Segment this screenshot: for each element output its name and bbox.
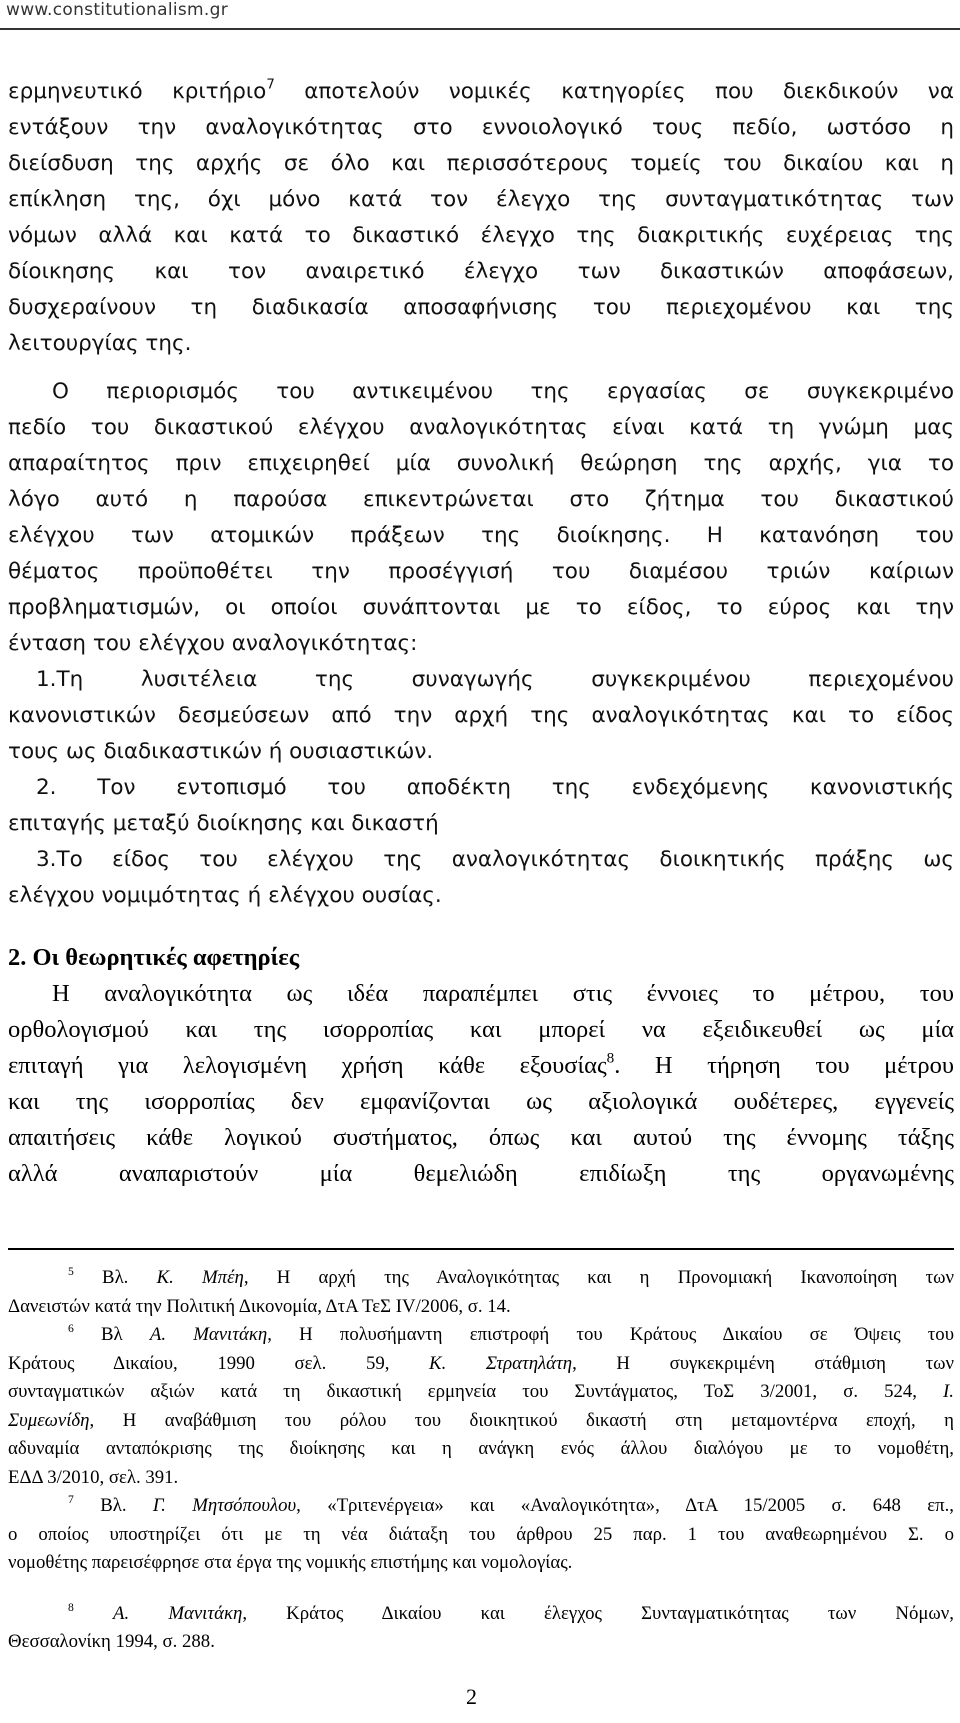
footnote-line: συνταγματικών αξιών κατά τη δικαστική ερμηνεία του Συντάγματος, ΤοΣ 3/2001, σ. 524, Ι. — [8, 1381, 954, 1402]
footnote-number: 8 — [68, 1600, 74, 1614]
footnote-line: Συμεωνίδη, Η αναβάθμιση του ρόλου του διοικητικού δικαστή στη μεταμοντέρνα εποχή, η — [8, 1409, 954, 1431]
list-item-3: 3.Το είδος του ελέγχου της αναλογικότητας διοικητικής πράξης ως — [36, 847, 954, 872]
footnote-divider — [8, 1248, 954, 1250]
footnote-line: ΕΔΔ 3/2010, σελ. 391. — [8, 1466, 179, 1488]
text-line: διείσδυση της αρχής σε όλο και περισσότερους τομείς του δικαίου και η — [8, 151, 954, 176]
footnote-7: $^7$ Βλ. Γ. Μητσόπουλου, «Τριτενέργεια» και «Αναλογικότητα», ΔτΑ 15/2005 σ. 648 επ., — [68, 1492, 954, 1516]
footnote-line: αδυναμία ανταπόκρισης της διοίκησης και η ανάγκη ενός άλλου διαλόγου με το νομοθέτη, — [8, 1438, 954, 1459]
page-number: 2 — [466, 1684, 477, 1709]
text-line: επιταγή για λελογισμένη χρήση κάθε εξουσίας$^8$. Η τήρηση του μέτρου — [8, 1049, 955, 1079]
footnote-number: 5 — [68, 1264, 74, 1278]
section-heading: 2. Οι θεωρητικές αφετηρίες — [8, 944, 300, 971]
header-divider — [0, 28, 960, 30]
text-line: απαραίτητος πριν επιχειρηθεί μία συνολική θεώρηση της αρχής, για το — [8, 451, 954, 476]
text-line: δίοικησης και τον αναιρετικό έλεγχο των δικαστικών αποφάσεων, — [8, 259, 954, 284]
text-line: θέματος προϋποθέτει την προσέγγισή του διαμέσου τριών καίριων — [8, 559, 954, 584]
footnote-line: νομοθέτης παρεισέφρησε στα έργα της νομικής επιστήμης και νομολογίας. — [8, 1552, 573, 1573]
text-line: επίκληση της, όχι μόνο κατά τον έλεγχο της συνταγματικότητας των — [8, 187, 954, 212]
site-url: www.constitutionalism.gr — [6, 0, 228, 20]
footnote-line: ο οποίος υποστηρίζει ότι με τη νέα διάταξη του άρθρου 25 παρ. 1 του αναθεωρημένου Σ. ο — [8, 1523, 954, 1545]
footnote-line: Κράτους Δικαίου, 1990 σελ. 59, Κ. Στρατηλάτη, Η συγκεκριμένη στάθμιση των — [8, 1352, 955, 1374]
footnote-6: $^6$ Βλ Α. Μανιτάκη, Η πολυσήμαντη επιστροφή του Κράτους Δικαίου σε Όψεις του — [68, 1321, 954, 1345]
paragraph-scope — [8, 374, 954, 914]
list-item-1: 1.Τη λυσιτέλεια της συναγωγής συγκεκριμένου περιεχομένου — [36, 667, 954, 692]
footnote-number: 6 — [68, 1321, 74, 1335]
text-line: και της ισορροπίας δεν εμφανίζονται ως αξιολογικά ουδέτερες, εγγενείς — [8, 1088, 954, 1115]
text-line: λειτουργίας της. — [8, 331, 192, 356]
text-line: δυσχεραίνουν τη διαδικασία αποσαφήνισης του περιεχομένου και της — [8, 295, 954, 320]
text-line: ελέγχου των ατομικών πράξεων της διοίκησης. Η κατανόηση του — [8, 523, 954, 548]
footnote-line: Δανειστών κατά την Πολιτική Δικονομία, ΔτΑ ΤεΣ IV/2006, σ. 14. — [8, 1295, 511, 1317]
footnote-number: 7 — [68, 1492, 74, 1506]
text-line: Ο περιορισμός του αντικειμένου της εργασίας σε συγκεκριμένο — [52, 379, 954, 404]
text-line: απαιτήσεις κάθε λογικού συστήματος, όπως και αυτού της έννομης τάξης — [8, 1124, 954, 1151]
text-line: νόμων αλλά και κατά το δικαστικό έλεγχο της διακριτικής ευχέρειας της — [8, 223, 954, 248]
text-line: αλλά αναπαριστούν μία θεμελιώδη επιδίωξη της οργανωμένης — [8, 1160, 954, 1187]
text-line: εντάξουν την αναλογικότητας στο εννοιολογικό τους πεδίο, ωστόσο η — [8, 115, 954, 140]
text-line: κανονιστικών δεσμεύσεων από την αρχή της αναλογικότητας και το είδος — [8, 703, 954, 728]
text-line: ελέγχου νομιμότητας ή ελέγχου ουσίας. — [8, 883, 442, 908]
text-line: πεδίο του δικαστικού ελέγχου αναλογικότητας είναι κατά τη γνώμη μας — [8, 415, 954, 440]
text-line: Η αναλογικότητα ως ιδέα παραπέμπει στις έννοιες το μέτρου, του — [52, 980, 954, 1007]
text-line: τους ως διαδικαστικών ή ουσιαστικών. — [8, 739, 434, 764]
footnotes — [8, 1264, 954, 1657]
text-line: επιταγής μεταξύ διοίκησης και δικαστή — [8, 811, 439, 836]
paragraph-continuation — [8, 74, 954, 362]
text-line: προβληματισμών, οι οποίοι συνάπτονται με το είδος, το εύρος και την — [8, 595, 954, 620]
footnote-line: Θεσσαλονίκη 1994, σ. 288. — [8, 1631, 215, 1652]
footnote-ref-7[interactable]: 7 — [266, 77, 275, 93]
text-line: ένταση του ελέγχου αναλογικότητας: — [8, 631, 418, 656]
footnote-5: $^5$ Βλ. Κ. Μπέη, Η αρχή της Αναλογικότητας και η Προνομιακή Ικανοποίηση των — [68, 1264, 954, 1288]
footnote-8: $^8$ Α. Μανιτάκη, Κράτος Δικαίου και έλεγχος Συνταγματικότητας των Νόμων, — [68, 1600, 954, 1624]
footnote-spacer — [8, 1578, 954, 1600]
footnote-ref-8[interactable]: 8 — [606, 1049, 615, 1067]
text-line: λόγο αυτό η παρούσα επικεντρώνεται στο ζήτημα του δικαστικού — [8, 487, 954, 512]
text-line: ορθολογισμού και της ισορροπίας και μπορεί να εξειδικευθεί ως μία — [8, 1016, 954, 1043]
section-theoretical — [8, 940, 954, 1192]
list-item-2: 2. Τον εντοπισμό του αποδέκτη της ενδεχόμενης κανονιστικής — [36, 775, 954, 800]
text-line: ερμηνευτικό κριτήριο$^7$ αποτελούν νομικές κατηγορίες που διεκδικούν να — [8, 77, 954, 104]
